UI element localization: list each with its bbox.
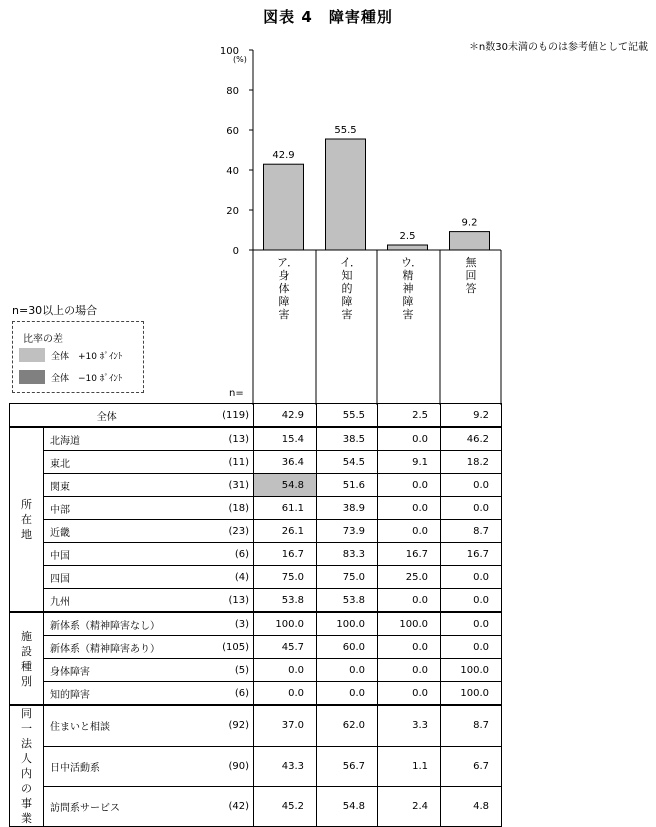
group-label-text: 施設種別 (21, 629, 32, 688)
cell-value: 15.4 (254, 427, 317, 451)
cell-value: 83.3 (317, 543, 378, 566)
row-n: (31) (204, 474, 254, 497)
bar-2 (388, 245, 428, 250)
row-label: 住まいと相談 (44, 705, 204, 746)
row-label: 近畿 (44, 520, 204, 543)
cell-value: 0.0 (441, 497, 502, 520)
cell-value: 61.1 (254, 497, 317, 520)
cell-value: 0.0 (254, 682, 317, 706)
row-n: (18) (204, 497, 254, 520)
y-tick-label-60: 60 (226, 126, 239, 137)
cell-value: 60.0 (317, 636, 378, 659)
row-label: 九州 (44, 589, 204, 613)
row-n: (90) (204, 746, 254, 786)
data-table (9, 403, 502, 827)
cell-value: 4.8 (441, 786, 502, 826)
table-row (10, 746, 502, 786)
bar-label-0: 42.9 (272, 150, 295, 162)
cell-value: 43.3 (254, 746, 317, 786)
row-label: 日中活動系 (44, 746, 204, 786)
cell-value: 38.5 (317, 427, 378, 451)
category-label-2: ウ．精神障害 (401, 256, 423, 321)
cell-value: 0.0 (441, 612, 502, 636)
cell-value: 53.8 (254, 589, 317, 613)
cell-value: 75.0 (317, 566, 378, 589)
cell-value: 100.0 (441, 682, 502, 706)
y-tick-label-0: 0 (232, 246, 239, 257)
legend-item-plus (19, 348, 143, 364)
legend-swatch-plus (19, 348, 45, 362)
row-n: (105) (204, 636, 254, 659)
page-title: 図表 4 障害種別 (263, 8, 393, 26)
cell-value: 75.0 (254, 566, 317, 589)
cell-value: 45.7 (254, 636, 317, 659)
cell-value: 2.4 (378, 786, 441, 826)
bar-3 (450, 232, 490, 250)
row-label: 全体 (10, 404, 204, 428)
cell-value: 51.6 (317, 474, 378, 497)
cell-value: 36.4 (254, 451, 317, 474)
cell-value: 45.2 (254, 786, 317, 826)
cell-value: 0.0 (441, 566, 502, 589)
bar-label-3: 9.2 (461, 217, 478, 229)
cell-value: 54.8 (254, 474, 317, 497)
row-label: 新体系（精神障害なし） (44, 612, 204, 636)
cell-value: 62.0 (317, 705, 378, 746)
cell-value: 0.0 (378, 636, 441, 659)
row-label: 身体障害 (44, 659, 204, 682)
cell-value: 16.7 (378, 543, 441, 566)
cell-value: 9.2 (441, 404, 502, 428)
row-label: 訪問系サービス (44, 786, 204, 826)
cell-value: 0.0 (441, 589, 502, 613)
table-row (10, 786, 502, 826)
cell-value: 53.8 (317, 589, 378, 613)
cell-value: 9.1 (378, 451, 441, 474)
bar-0 (264, 164, 304, 250)
cell-value: 54.5 (317, 451, 378, 474)
table-row (10, 659, 502, 682)
y-tick-label-20: 20 (226, 206, 239, 217)
row-n: (11) (204, 451, 254, 474)
cell-value: 42.9 (254, 404, 317, 428)
row-label: 北海道 (44, 427, 204, 451)
category-label-3: 無回答 (465, 256, 477, 295)
cell-value: 38.9 (317, 497, 378, 520)
row-n: (5) (204, 659, 254, 682)
group-label-text: 所在地 (21, 498, 32, 541)
category-label-1: イ．知的障害 (340, 256, 362, 321)
bar-label-2: 2.5 (399, 231, 416, 242)
n-label: n= (229, 388, 244, 399)
cell-value: 0.0 (378, 589, 441, 613)
legend (12, 321, 144, 393)
row-n: (119) (204, 404, 254, 428)
cell-value: 73.9 (317, 520, 378, 543)
row-n: (92) (204, 705, 254, 746)
row-label: 四国 (44, 566, 204, 589)
table-row (10, 520, 502, 543)
cell-value: 0.0 (441, 636, 502, 659)
bar-label-1: 55.5 (334, 125, 357, 136)
legend-label-minus: 全体 −10 ﾎﾟｲﾝﾄ (51, 374, 123, 384)
row-label: 関東 (44, 474, 204, 497)
cell-value: 54.8 (317, 786, 378, 826)
cell-value: 16.7 (254, 543, 317, 566)
row-n: (13) (204, 589, 254, 613)
table-row (10, 427, 502, 451)
row-label: 新体系（精神障害あり） (44, 636, 204, 659)
cell-value: 16.7 (441, 543, 502, 566)
legend-swatch-minus (19, 370, 45, 384)
row-n: (3) (204, 612, 254, 636)
legend-title: 比率の差 (23, 334, 63, 345)
group-label (10, 612, 44, 705)
table-row (10, 705, 502, 746)
cell-value: 56.7 (317, 746, 378, 786)
table-row (10, 451, 502, 474)
cell-value: 6.7 (441, 746, 502, 786)
group-label (10, 705, 44, 827)
cell-value: 0.0 (378, 659, 441, 682)
cell-value: 100.0 (441, 659, 502, 682)
cell-value: 26.1 (254, 520, 317, 543)
table-row (10, 497, 502, 520)
legend-item-minus (19, 370, 143, 386)
row-n: (23) (204, 520, 254, 543)
group-label-text: 同一法人内の事業 (21, 707, 32, 825)
cell-value: 25.0 (378, 566, 441, 589)
row-n: (13) (204, 427, 254, 451)
group-label (10, 427, 44, 612)
cell-value: 55.5 (317, 404, 378, 428)
cell-value: 37.0 (254, 705, 317, 746)
reference-note: ＊n数30未満のものは参考値として記載 (468, 42, 648, 53)
legend-label-plus: 全体 +10 ﾎﾟｲﾝﾄ (51, 352, 123, 362)
y-tick-label-80: 80 (226, 86, 239, 97)
cell-value: 0.0 (317, 682, 378, 706)
cell-value: 0.0 (378, 497, 441, 520)
row-n: (6) (204, 543, 254, 566)
cell-value: 100.0 (378, 612, 441, 636)
cell-value: 2.5 (378, 404, 441, 428)
cell-value: 0.0 (378, 520, 441, 543)
table-row (10, 566, 502, 589)
row-label: 中国 (44, 543, 204, 566)
cell-value: 1.1 (378, 746, 441, 786)
table-row (10, 474, 502, 497)
cell-value: 46.2 (441, 427, 502, 451)
cell-value: 0.0 (317, 659, 378, 682)
cell-value: 0.0 (254, 659, 317, 682)
table-row (10, 636, 502, 659)
cell-value: 18.2 (441, 451, 502, 474)
cell-value: 8.7 (441, 520, 502, 543)
row-label: 知的障害 (44, 682, 204, 706)
cell-value: 0.0 (378, 427, 441, 451)
cell-value: 8.7 (441, 705, 502, 746)
cell-value: 3.3 (378, 705, 441, 746)
cell-value: 100.0 (254, 612, 317, 636)
table-row (10, 543, 502, 566)
table-row (10, 682, 502, 706)
table-row (10, 589, 502, 613)
table-row (10, 612, 502, 636)
row-label: 東北 (44, 451, 204, 474)
bar-1 (326, 139, 366, 250)
cell-value: 0.0 (378, 682, 441, 706)
cell-value: 0.0 (441, 474, 502, 497)
category-label-0: ア．身体障害 (277, 256, 299, 321)
row-n: (6) (204, 682, 254, 706)
row-n: (42) (204, 786, 254, 826)
y-unit: (%) (233, 55, 247, 64)
cell-value: 0.0 (378, 474, 441, 497)
table-row-total (10, 404, 502, 428)
row-label: 中部 (44, 497, 204, 520)
cell-value: 100.0 (317, 612, 378, 636)
y-tick-label-40: 40 (226, 166, 239, 177)
y-tick-label-100: 100 (219, 46, 239, 57)
row-n: (4) (204, 566, 254, 589)
legend-heading: n=30以上の場合 (12, 304, 98, 317)
